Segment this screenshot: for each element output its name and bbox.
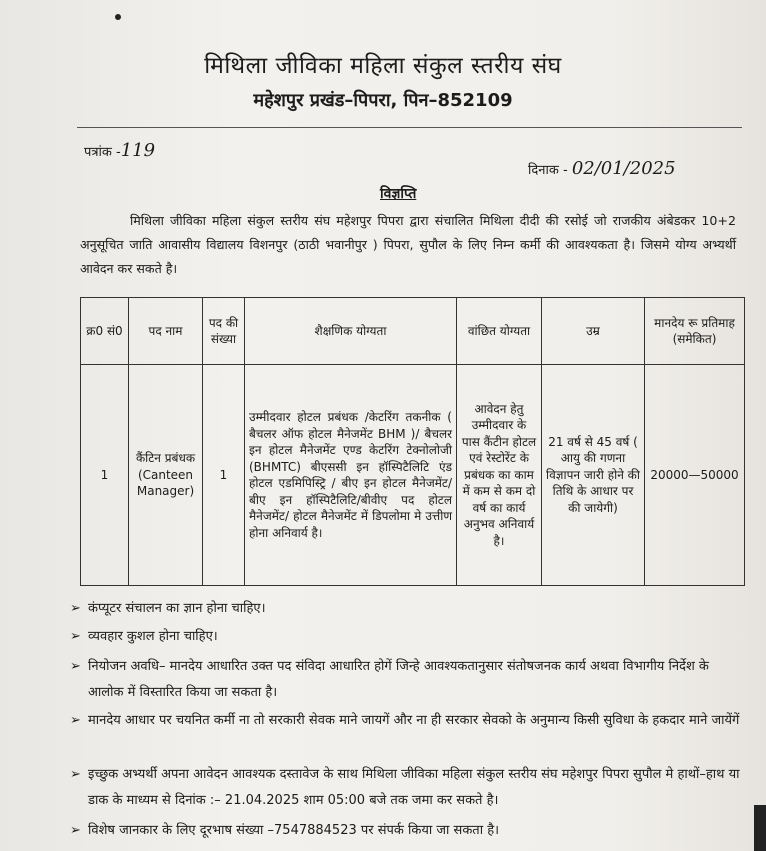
date-value: 02/01/2025: [571, 158, 676, 179]
arrow-bullet-icon: ➢: [70, 823, 81, 838]
notice-date: [528, 158, 676, 179]
cell-sno: 1: [81, 365, 129, 586]
header-post: पद नाम: [129, 298, 203, 365]
reference-number: [84, 140, 155, 161]
cell-count: 1: [203, 365, 245, 586]
cell-post: कैंटिन प्रबंधक (Canteen Manager): [129, 365, 203, 586]
cell-desired: आवेदन हेतु उम्मीदवार के पास कैंटीन होटल एवं रेस्टोरेंट के प्रबंधक का काम में कम से कम दो वर्ष का कार्य अनुभव अनिवार्य है।: [457, 365, 542, 586]
list-item: ➢ विशेष जानकार के लिए दूरभाष संख्या –7547884523 पर संपर्क किया जा सकता है।: [70, 818, 742, 844]
header-qualification: शैक्षणिक योग्यता: [245, 298, 457, 365]
cell-qualification: उम्मीदवार होटल प्रबंधक /केटरिंग तकनीक ( बैचलर ऑफ होटल मैनेजमेंट BHM )/ बैचलर इन होटल मैनेजमेंट एण्ड केटरिंग टेक्नोलोजी (BHMTC) बीएससी इन हॉस्पिटैलिटि एंड होटल एडमिपिस्ट्रि / बीए इन होटल मैनेजमेंट/ बीए इन हॉस्पिटैलिटि/बीवीए पद होटल मैनेजमेंट/ होटल मैनेजमेंट में डिपलोमा मे उत्तीण होना अनिवार्य है।: [245, 365, 457, 586]
ink-speck: [115, 14, 121, 20]
header-honorarium: मानदेय रू प्रतिमाह (समेकित): [645, 298, 745, 365]
cell-honorarium: 20000—50000: [645, 365, 745, 586]
header-age: उम्र: [542, 298, 645, 365]
arrow-bullet-icon: ➢: [70, 713, 81, 728]
arrow-bullet-icon: ➢: [70, 601, 81, 616]
arrow-bullet-icon: ➢: [70, 629, 81, 644]
table-header-row: [81, 298, 745, 365]
vacancy-table: [80, 297, 745, 586]
list-item: ➢ मानदेय आधार पर चयनित कर्मी ना तो सरकारी सेवक माने जायगें और ना ही सरकार सेवको के अनुमान्य किसी सुविधा के हकदार माने जायेंगें: [70, 708, 742, 734]
cell-age: 21 वर्ष से 45 वर्ष ( आयु की गणना विज्ञापन जारी होने की तिथि के आधार पर की जायेगी): [542, 365, 645, 586]
arrow-bullet-icon: ➢: [70, 767, 81, 782]
list-item: ➢ कंप्यूटर संचालन का ज्ञान होना चाहिए।: [70, 596, 742, 622]
list-item: ➢ व्यवहार कुशल होना चाहिए।: [70, 624, 742, 650]
organization-address: महेशपुर प्रखंड–पिपरा, पिन–852109: [253, 90, 513, 111]
page-edge-shadow: [754, 805, 766, 851]
table-row: [81, 365, 745, 586]
list-item: ➢ नियोजन अवधि– मानदेय आधारित उक्त पद संविदा आधारित होगें जिन्हे आवश्यकतानुसार संतोषजनक कार्य अथवा विभागीय निर्देश के आलोक में विस्तारित किया जा सकता है।: [70, 654, 742, 706]
intro-paragraph: मिथिला जीविका महिला संकुल स्तरीय संघ महेशपुर पिपरा द्वारा संचालित मिथिला दीदी की रसोई जो राजकीय अंबेडकर 10+2 अनुसूचित जाति आवासीय विद्यालय विशनपुर (ठाठी भवानीपुर ) पिपरा, सुपौल के लिए निम्न कर्मी की आवश्यकता है। जिसमे योग्य अभ्यर्थी आवेदन कर सकते है।: [80, 213, 736, 276]
arrow-bullet-icon: ➢: [70, 659, 81, 674]
header-desired: वांछित योग्यता: [457, 298, 542, 365]
list-item: ➢ इच्छुक अभ्यर्थी अपना आवेदन आवश्यक दस्तावेज के साथ मिथिला जीविका महिला संकुल स्तरीय संघ महेशपुर पिपरा सुपौल मे हाथों–हाथ या डाक के माध्यम से दिनांक :– 21.04.2025 शाम 05:00 बजे तक जमा कर सकते है।: [70, 762, 742, 814]
header-count: पद की संख्या: [203, 298, 245, 365]
notice-heading: विज्ञप्ति: [380, 186, 417, 202]
date-label: दिनाक -: [528, 163, 568, 178]
header-divider: [77, 127, 742, 128]
reference-label: पत्रांक -: [84, 145, 121, 160]
header-sno: क्र0 सं0: [81, 298, 129, 365]
reference-value: 119: [120, 140, 156, 161]
organization-title: मिथिला जीविका महिला संकुल स्तरीय संघ: [204, 53, 562, 79]
